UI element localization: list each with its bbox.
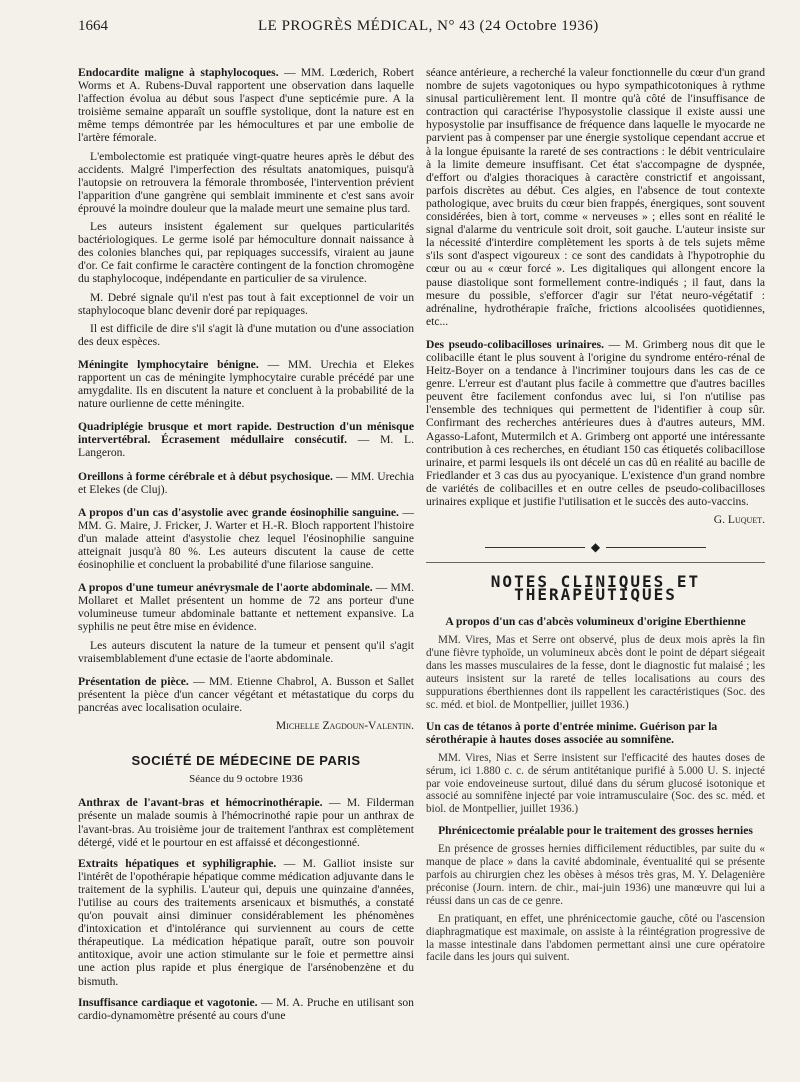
article-piece: [78, 675, 414, 714]
article-title: Oreillons à forme cérébrale et à début psychosique.: [78, 469, 333, 483]
article-extraits: [78, 857, 414, 988]
session-date: Séance du 9 octobre 1936: [189, 773, 303, 786]
paragraph: L'embolectomie est pratiquée vingt-quatre heures après le début des accidents. Malgré l'imperfection des résultats anatomiques, puisqu'à l'autopsie on retrouvera la fémorale thrombosée, l'intervention prévient l'apparition d'une gangrène qui semblait imminente et c'est sans avoir éprouvé la moindre douleur que la malade meurt une semaine plus tard.: [78, 149, 414, 215]
paragraph: séance antérieure, a recherché la valeur fonctionnelle du cœur d'un grand nombre de sujets vagotoniques ou hypo sympathicotoniques à rythme sinusal particulièrement lent. Il montre qu'à côté de l'insuffisance de contraction qui caractérise l'hyposystolie classique il existe aussi une hyposystolie par insuffisance de fréquence dans laquelle le myocarde ne parvient pas à compenser par une énergie systolique cependant accrue et à la longue épuisante la rareté de ses contractions : le débit ventriculaire à la limite demeure insuffisant. Cet état s'accompagne de dyspnée, d'effort ou d'algies thoraciques à caractère constrictif et angoissant, parfois discrètes au début. Ces algies, en l'absence de tout contexte pathologique, avec bruits du cœur bien frappés, énergiques, sont souvent considérées, bien à tort, comme « nerveuses » ; elles sont en réalité le signal d'alarme du ventricule soit droit, soit gauche. L'auteur insiste sur la nécessité d'interdire complètement les sports à de tels sujets même s'ils sont d'aspect vigoureux : ce sont des candidats à l'hypotrophie du cœur ou au « cœur forcé ». Les digitaliques qui allongent encore la pause diastolique sont formellement contre-indiqués ; il faut, dans la mesure du possible, s'efforcer d'agir sur l'état neuro-végétatif : adrénaline, hydrothérapie fraîche, frictions alcoolisées quotidiennes, etc...: [426, 66, 765, 328]
section-rule: [426, 562, 765, 563]
note-title: Phrénicectomie préalable pour le traitement des grosses hernies: [438, 824, 753, 838]
article-body: — MM. Lœderich, Robert Worms et A. Rubens-Duval rapportent une observation dans laquelle l'affection évolua au début sous l'aspect d'une septicémie pure. A la troisième semaine apparaît un souffle systolique, dont la nature est en même temps démontrée par les hémocultures et par une embolie de l'artère fémorale.: [78, 66, 415, 145]
article-anthrax: [78, 796, 414, 848]
article-title: Des pseudo-colibacilloses urinaires.: [426, 337, 605, 351]
article-body: — M. Galliot insiste sur l'intérêt de l'opothérapie hépatique comme médication adjuvante dans le traitement de la syphilis. L'auteur qui, depuis une quinzaine d'années, l'utilise au cours des traitements arsenicaux et bismuthés, a constaté qu'on pouvait ainsi diminuer considérablement les phénomènes d'intoxication et d'intolérance qui surviennent au cours de cette thérapeutique. La médication hépatique paraît, outre son pouvoir antitoxique, avoir une action stimulante sur le foie et permettre ainsi une action plus rapide et plus énergique de l'arsénobenzène et du bismuth.: [78, 856, 414, 988]
note-body: En pratiquant, en effet, une phrénicectomie gauche, côté ou l'ascension diaphragmatique est maximale, on assiste à la réintégration progressive de la masse intestinale dans l'abdomen permettant ainsi une cure opératoire facile dans les jours qui suivent.: [426, 912, 765, 964]
article-asystolie: [78, 506, 414, 571]
running-title: LE PROGRÈS MÉDICAL, N° 43 (24 Octobre 1936): [258, 18, 599, 34]
article-title: A propos d'un cas d'asystolie avec grande éosinophilie sanguine.: [78, 505, 399, 519]
page-header: [78, 18, 764, 40]
article-insuffisance: [78, 996, 414, 1022]
article-title: Extraits hépatiques et syphiligraphie.: [78, 856, 277, 870]
ornament-divider: [426, 540, 765, 554]
society-heading: SOCIÉTÉ DE MÉDECINE DE PARIS: [131, 753, 361, 769]
left-column: [78, 66, 414, 1027]
paragraph: Les auteurs insistent également sur quelques particularités bactériologiques. Le germe isolé par hémoculture donnait naissance à des colonies blanches qui, par repiquages successifs, viraient au jaune d'or. Ce fait confirme le caractère contingent de la fonction chromogène du staphylocoque, indépendante en particulier de sa virulence.: [78, 220, 414, 286]
article-title: Anthrax de l'avant-bras et hémocrinothérapie.: [78, 796, 323, 810]
article-title: Insuffisance cardiaque et vagotonie.: [78, 995, 258, 1009]
author-signature: G. Luquet.: [713, 513, 765, 527]
article-body: — M. Filderman présente un malade soumis à l'hémocrinothé rapie pour un anthrax de l'avant-bras. Au troisième jour de traitement l'anthrax est complètement détergé, vidé et le pourtour en est affaissé et décongestionné.: [78, 796, 414, 849]
article-endocardite: [78, 66, 414, 145]
paragraph: M. Debré signale qu'il n'est pas tout à fait exceptionnel de voir un staphylocoque blanc devenir doré par repiquages.: [78, 290, 414, 317]
section-heading: NOTES CLINIQUES ET THÉRAPEUTIQUES: [490, 572, 701, 605]
article-body: — M. Grimberg nous dit que le colibacille étant le plus souvent à l'origine du syndrome entéro-rénal de Heitz-Boyer on a tendance à l'incriminer toujours dans les cas de ce genre. L'erreur est d'autant plus facile à commettre que d'autres bacilles peuvent être facilement confondus avec lui, si l'on n'utilise pas l'ensemble des techniques qui permettent de l'identifier à coup sûr. Confirmant des recherches antérieures dues à d'autres auteurs, MM. Agasso-Lafont, Mutermilch et A. Grimberg ont apporté une intéressante contribution à ces recherches, en étudiant 150 cas étiquetés colibacillose urinaire, et parmi lesquels ils ont décelé un cas dû en réalité au bacille de Friedlander et 3 cas dus au pyocyanique. L'existence d'un grand nombre de variétés de colibacilles et en outre celles de pseudo-colibacilloses urinaires explique et justifie l'utilisation et le succès des auto-vaccins.: [426, 337, 765, 508]
note-body: MM. Vires, Mas et Serre ont observé, plus de deux mois après la fin d'une fièvre typhoïde, un volumineux abcès dont le point de départ siégeait dans les masses musculaires de la fesse, dont le diagnostic fut malaisé ; les auteurs insistent sur la rareté de telles localisations au cours des suppurations éberthiennes dont ils rappellent les caractéristiques (Soc. des sc. méd. et biol. de Montpellier, juillet 1936.): [426, 634, 765, 711]
article-title: Endocardite maligne à staphylocoques.: [78, 66, 279, 79]
article-body: — MM. Mollaret et Mallet présentent un homme de 72 ans porteur d'une volumineuse tumeur abdominale battante et nettement expansive. La syphilis ne peut être mise en évidence.: [78, 581, 415, 634]
article-body: — MM. G. Maire, J. Fricker, J. Warter et H.-R. Bloch rapportent l'histoire d'un malade atteint d'asystolie chez lequel l'éosinophilie sanguine atteignait jusqu'à 80 %. Les auteurs discutent la cause de cette éosinophilie et concluent la probabilité d'une filariose sanguine.: [78, 505, 414, 572]
article-aorte: [78, 581, 414, 633]
article-body: — MM. Etienne Chabrol, A. Busson et Sallet présentent la pièce d'un cancer végétant et métastatique du corps du pancréas avec localisation oculaire.: [78, 674, 415, 714]
article-title: A propos d'une tumeur anévrysmale de l'aorte abdominale.: [78, 581, 373, 595]
page-number: 1664: [78, 18, 108, 34]
fleuron-icon: ◆: [590, 539, 601, 554]
article-oreillons: [78, 470, 414, 496]
article-body: — M. A. Pruche en utilisant son cardio-dynamomètre présenté au cours d'une: [78, 995, 414, 1022]
right-column: [426, 66, 765, 969]
article-body: — MM. Urechia et Elekes rapportent un cas de méningite lymphocytaire curable précédé par une amygdalite. Ils en discutent la nature et concluent à la probabilité de la nature ourlienne de cette méningite.: [78, 357, 414, 411]
author-signature: Michelle Zagdoun-Valentin.: [275, 719, 414, 733]
note-title: Un cas de tétanos à porte d'entrée minime. Guérison par la sérothérapie à hautes doses associée au somnifène.: [426, 719, 718, 746]
article-body: — M. L. Langeron.: [78, 433, 414, 460]
note-title: A propos d'un cas d'abcès volumineux d'origine Eberthienne: [445, 615, 746, 629]
paragraph: Il est difficile de dire s'il s'agit là d'une mutation ou d'une association des deux espèces.: [78, 321, 414, 348]
note-body: En présence de grosses hernies difficilement réductibles, par suite du « manque de place » dans la cavité abdominale, éventualité qui se présente parfois au chirurgien chez les obèses à mésos très gras, M. Y. Delagenière préconise (Journ. intern. de chir., mai-juin 1936) une manœuvre qui lui a réussi dans un cas de ce genre.: [426, 843, 765, 907]
article-body: — MM. Urechia et Elekes (de Cluj).: [78, 469, 414, 496]
article-title: Quadriplégie brusque et mort rapide. Destruction d'un ménisque intervertébral. Écrasement médullaire consécutif.: [78, 420, 414, 447]
article-pseudo-colibacilloses: [426, 338, 765, 508]
article-meningite: [78, 358, 414, 410]
paragraph: Les auteurs discutent la nature de la tumeur et pensent qu'il s'agit vraisemblablement d'une ectasie de l'aorte abdominale.: [78, 638, 414, 665]
article-title: Méningite lymphocytaire bénigne.: [78, 357, 259, 371]
note-body: MM. Vires, Nias et Serre insistent sur l'efficacité des hautes doses de sérum, ici 1.880 c. c. de sérum antitétanique purifié à 5.000 U. S. injecté par voie endoveineuse surtout, dilué dans du sérum glucosé isotonique et associé au somnifène injecté par voie intramusculaire (Soc. des sc. méd. et biol. de Montpellier, juillet 1936.): [426, 751, 765, 816]
article-quadriplegie: [78, 420, 414, 459]
article-title: Présentation de pièce.: [78, 674, 189, 688]
